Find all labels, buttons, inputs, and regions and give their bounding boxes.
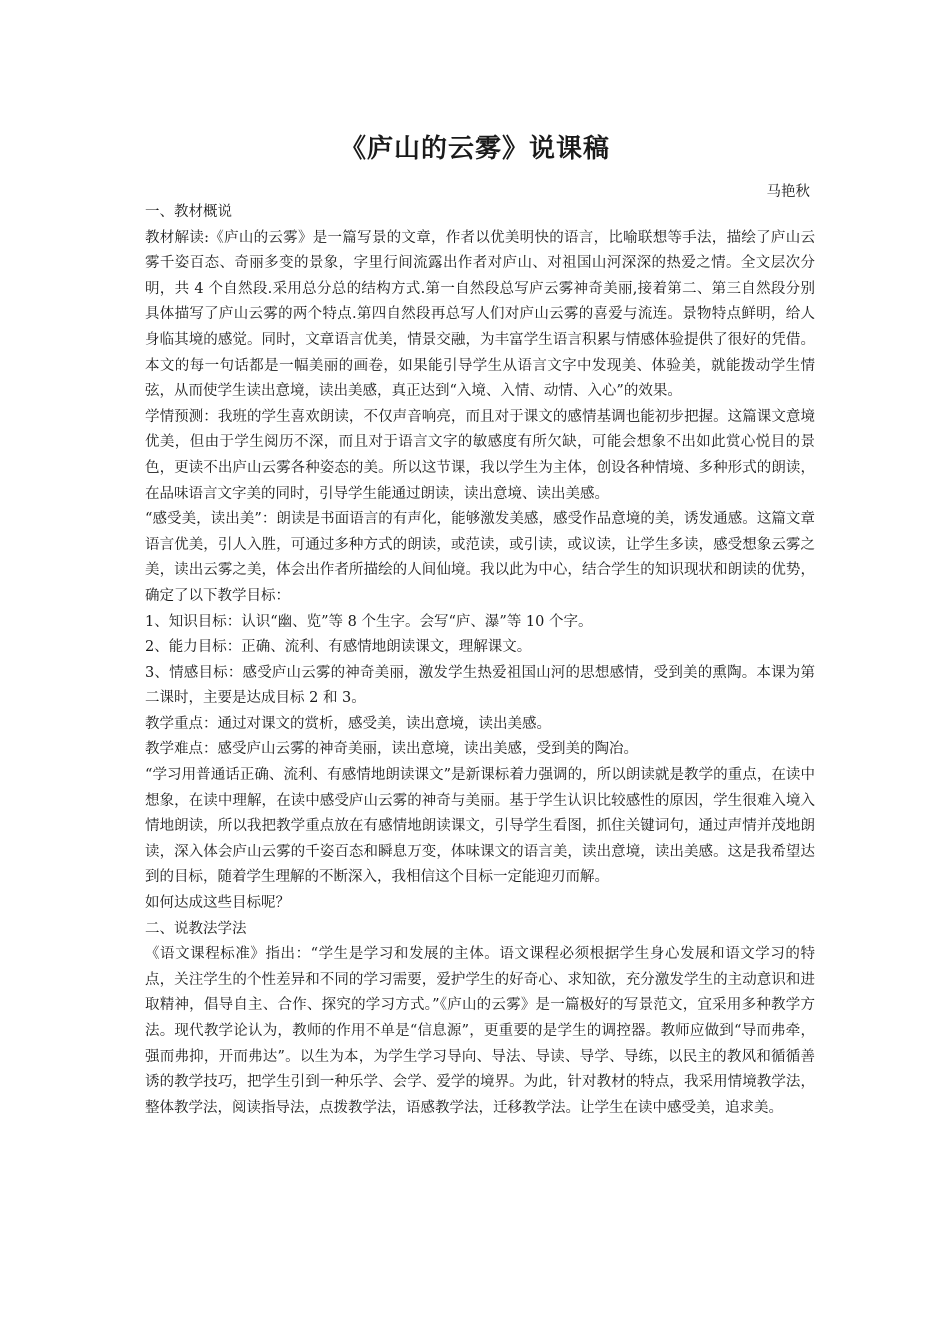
- goal-item: 2、能力目标：正确、流利、有感情地朗读课文，理解课文。: [145, 639, 532, 656]
- section-heading: 二、说教法学法: [145, 920, 247, 937]
- section-heading: 一、教材概说: [145, 204, 232, 220]
- document-body: [145, 200, 815, 1121]
- paragraph: 教材解读:《庐山的云雾》是一篇写景的文章，作者以优美明快的语言，比喻联想等手法，描绘了庐山云雾千姿百态、奇丽多变的景象，字里行间流露出作者对庐山、对祖国山河深深的热爱之情。全文层次分明，共 4 个自然段.采用总分总的结构方式.第一自然段总写庐云雾神奇美丽,接着第二、第三自然段分别具体描写了庐山云雾的两个特点.第四自然段再总写人们对庐山云雾的喜爱与流连。景物特点鲜明，给人身临其境的感觉。同时，文章语言优美，情景交融，为丰富学生语言积累与情感体验提供了很好的凭借。本文的每一句话都是一幅美丽的画卷，如果能引导学生从语言文字中发现美、体验美，就能拨动学生情弦，从而使学生读出意境，读出美感，真正达到“入境、入情、动情、入心”的效果。: [145, 229, 815, 400]
- paragraph: “感受美，读出美”：朗读是书面语言的有声化，能够激发美感，感受作品意境的美，诱发通感。这篇文章语言优美，引人入胜，可通过多种方式的朗读，或范读，或引读，或议读，让学生多读，感受想象云雾之美，读出云雾之美，体会出作者所描绘的人间仙境。我以此为中心，结合学生的知识现状和朗读的优势，确定了以下教学目标：: [145, 511, 815, 604]
- page-title: 《庐山的云雾》说课稿: [339, 134, 610, 164]
- paragraph: 学情预测：我班的学生喜欢朗读，不仅声音响亮，而且对于课文的感情基调也能初步把握。这篇课文意境优美，但由于学生阅历不深，而且对于语言文字的敏感度有所欠缺，可能会想象不出如此赏心悦目的景色，更读不出庐山云雾各种姿态的美。所以这节课，我以学生为主体，创设各种情境、多种形式的朗读，在品味语言文字美的同时，引导学生能通过朗读，读出意境、读出美感。: [145, 408, 815, 502]
- goal-item: 1、知识目标：认识“幽、览”等 8 个生字。会写“庐、瀑”等 10 个字。: [145, 613, 593, 630]
- goal-item: 3、情感目标：感受庐山云雾的神奇美丽，激发学生热爱祖国山河的思想感情，受到美的熏陶。本课为第二课时，主要是达成目标 2 和 3。: [145, 664, 815, 707]
- paragraph: 《语文课程标准》指出：“学生是学习和发展的主体。语文课程必须根据学生身心发展和语文学习的特点，关注学生的个性差异和不同的学习需要，爱护学生的好奇心、求知欲，充分激发学生的主动意识和进取精神，倡导自主、合作、探究的学习方式。”《庐山的云雾》是一篇极好的写景范文，宜采用多种教学方法。现代教学论认为，教师的作用不单是“信息源”，更重要的是学生的调控器。教师应做到“导而弗牵，强而弗抑，开而弗达”。以生为本，为学生学习导向、导法、导读、导学、导练，以民主的教风和循循善诱的教学技巧，把学生引到一种乐学、会学、爱学的境界。为此，针对教材的特点，我采用情境教学法，整体教学法，阅读指导法，点拨教学法，语感教学法，迁移教学法。让学生在读中感受美，追求美。: [145, 946, 815, 1116]
- paragraph: 如何达成这些目标呢？: [145, 895, 290, 912]
- author-name: 马艳秋: [766, 184, 810, 200]
- paragraph: 教学重点：通过对课文的赏析，感受美，读出意境，读出美感。: [145, 715, 551, 732]
- paragraph: 教学难点：感受庐山云雾的神奇美丽，读出意境，读出美感，受到美的陶冶。: [145, 741, 638, 758]
- paragraph: “学习用普通话正确、流利、有感情地朗读课文”是新课标着力强调的，所以朗读就是教学的重点，在读中想象，在读中理解，在读中感受庐山云雾的神奇与美丽。基于学生认识比较感性的原因，学生很难入境入情地朗读，所以我把教学重点放在有感情地朗读课文，引导学生看图，抓住关键词句，通过声情并茂地朗读，深入体会庐山云雾的千姿百态和瞬息万变，体味课文的语言美，读出意境，读出美感。这是我希望达到的目标，随着学生理解的不断深入，我相信这个目标一定能迎刃而解。: [145, 767, 815, 886]
